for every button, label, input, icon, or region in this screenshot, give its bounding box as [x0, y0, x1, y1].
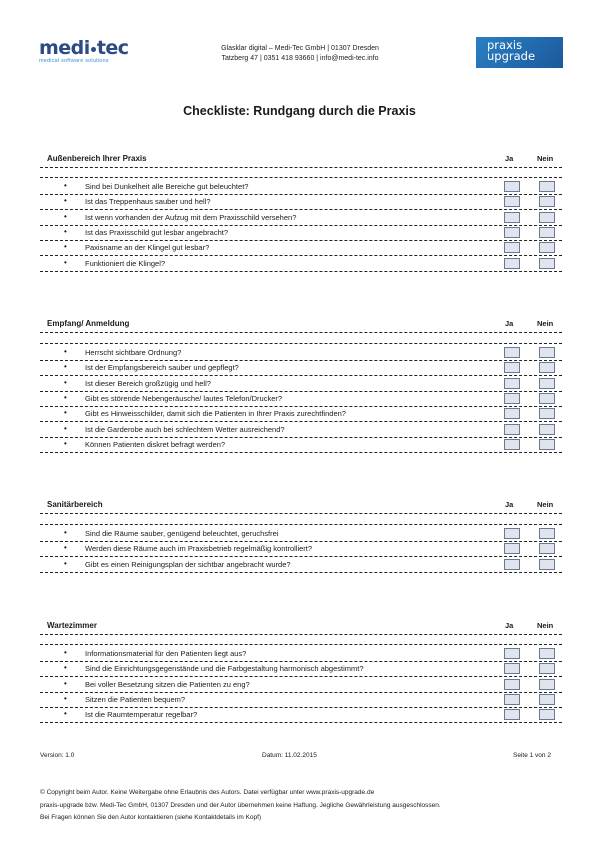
column-header-nein: Nein [537, 500, 554, 509]
pu-logo-line-1: praxis [487, 38, 523, 52]
checkbox-nein[interactable] [539, 393, 555, 404]
column-header-nein: Nein [537, 621, 554, 630]
checklist-item-text: Ist wenn vorhanden der Aufzug mit dem Praxisschild versehen? [85, 212, 297, 222]
section-divider [40, 644, 562, 645]
checklist-item-text: Sind die Räume sauber, genügend beleuchtet, geruchsfrei [85, 529, 279, 538]
checklist-item-text: Bei voller Besetzung sitzen die Patienten zu eng? [85, 679, 250, 689]
bullet-icon: • [64, 242, 67, 252]
checkbox-ja[interactable] [504, 212, 520, 223]
checkbox-nein[interactable] [539, 694, 555, 705]
row-divider [40, 421, 562, 422]
checkbox-ja[interactable] [504, 242, 520, 253]
date-label: Datum: 11.02.2015 [262, 752, 317, 759]
checkbox-ja[interactable] [504, 408, 520, 419]
checkbox-nein[interactable] [539, 212, 555, 223]
checkbox-ja[interactable] [504, 227, 520, 238]
checkbox-nein[interactable] [539, 648, 555, 659]
checkbox-ja[interactable] [504, 663, 520, 674]
checklist-item-text: Gibt es störende Nebengeräusche/ lautes Telefon/Drucker? [85, 393, 283, 403]
checkbox-nein[interactable] [539, 528, 555, 539]
row-divider [40, 255, 562, 256]
checkbox-ja[interactable] [504, 424, 520, 435]
row-divider [40, 661, 562, 662]
column-header-ja: Ja [505, 500, 514, 509]
bullet-icon: • [64, 528, 67, 537]
bullet-icon: • [64, 211, 67, 221]
row-divider [40, 194, 562, 195]
checkbox-nein[interactable] [539, 543, 555, 554]
checkbox-nein[interactable] [539, 362, 555, 373]
section-heading: Empfang/ Anmeldung [47, 319, 130, 328]
row-divider [40, 375, 562, 376]
row-divider [40, 271, 562, 272]
page-number: Seite 1 von 2 [513, 752, 551, 759]
version-label: Version: 1.0 [40, 752, 75, 759]
row-divider [40, 572, 562, 573]
checkbox-ja[interactable] [504, 679, 520, 690]
bullet-icon: • [64, 226, 67, 236]
checkbox-nein[interactable] [539, 559, 555, 570]
checklist-item-text: Gibt es Hinweisschilder, damit sich die Patienten in Ihrer Praxis zurechtfinden? [85, 409, 346, 419]
bullet-icon: • [64, 709, 67, 719]
row-divider [40, 722, 562, 723]
address-line-1: Glasklar digital – Medi-Tec GmbH | 01307 Dresden [221, 45, 379, 52]
section-heading: Wartezimmer [47, 621, 97, 630]
bullet-icon: • [64, 663, 67, 673]
bullet-icon: • [64, 543, 67, 553]
bullet-icon: • [64, 648, 67, 657]
checklist-item-text: Sind bei Dunkelheit alle Bereiche gut beleuchtet? [85, 182, 249, 191]
checklist-item-text: Ist das Praxisschild gut lesbar angebracht? [85, 227, 228, 237]
section-divider [40, 524, 562, 525]
checkbox-ja[interactable] [504, 181, 520, 192]
copyright-line-2: praxis-upgrade bzw. Medi-Tec GmbH, 01307 Dresden und der Autor übernehmen keine Haftung. Jegliche Gewährleistung ausgeschlossen. [40, 801, 441, 809]
checkbox-nein[interactable] [539, 408, 555, 419]
checkbox-nein[interactable] [539, 347, 555, 358]
checkbox-nein[interactable] [539, 196, 555, 207]
checkbox-ja[interactable] [504, 439, 520, 450]
row-divider [40, 452, 562, 453]
checklist-item-text: Ist dieser Bereich großzügig und hell? [85, 378, 211, 388]
checkbox-ja[interactable] [504, 378, 520, 389]
bullet-icon: • [64, 362, 67, 372]
checklist-item-text: Gibt es einen Reinigungsplan der sichtbar angebracht wurde? [85, 559, 291, 569]
checkbox-ja[interactable] [504, 694, 520, 705]
bullet-icon: • [64, 377, 67, 387]
checkbox-ja[interactable] [504, 362, 520, 373]
row-divider [40, 225, 562, 226]
praxis-upgrade-logo [476, 37, 563, 68]
checklist-item-text: Ist das Treppenhaus sauber und hell? [85, 197, 211, 207]
section-divider [40, 177, 562, 178]
row-divider [40, 437, 562, 438]
checkbox-ja[interactable] [504, 528, 520, 539]
section-divider [40, 513, 562, 514]
column-header-ja: Ja [505, 319, 514, 328]
row-divider [40, 209, 562, 210]
checklist-item-text: Sitzen die Patienten bequem? [85, 694, 186, 704]
section-divider [40, 634, 562, 635]
checkbox-nein[interactable] [539, 679, 555, 690]
row-divider [40, 556, 562, 557]
checklist-item-text: Paxisname an der Klingel gut lesbar? [85, 243, 210, 253]
section-divider [40, 332, 562, 333]
copyright-line-1: © Copyright beim Autor. Keine Weitergabe ohne Erlaubnis des Autors. Datei verfügbar unter www.praxis-upgrade.de [40, 789, 375, 796]
column-header-ja: Ja [505, 154, 514, 163]
checkbox-nein[interactable] [539, 258, 555, 269]
row-divider [40, 240, 562, 241]
checkbox-ja[interactable] [504, 393, 520, 404]
bullet-icon: • [64, 196, 67, 206]
bullet-icon: • [64, 347, 67, 356]
logo-dot-icon [91, 47, 96, 52]
section-divider [40, 343, 562, 344]
checklist-item-text: Werden diese Räume auch im Praxisbetrieb regelmäßig kontrolliert? [85, 544, 313, 554]
checklist-item-text: Herrscht sichtbare Ordnung? [85, 348, 182, 357]
bullet-icon: • [64, 423, 67, 433]
bullet-icon: • [64, 678, 67, 688]
checklist-item-text: Ist der Empfangsbereich sauber und gepflegt? [85, 363, 239, 373]
row-divider [40, 360, 562, 361]
copyright-notice [40, 787, 560, 825]
checkbox-ja[interactable] [504, 258, 520, 269]
checkbox-nein[interactable] [539, 439, 555, 450]
checkbox-ja[interactable] [504, 709, 520, 720]
section-heading: Sanitärbereich [47, 500, 103, 509]
row-divider [40, 541, 562, 542]
bullet-icon: • [64, 438, 67, 448]
bullet-icon: • [64, 558, 67, 568]
row-divider [40, 676, 562, 677]
logo-tagline: medical software solutions [39, 58, 109, 64]
bullet-icon: • [64, 693, 67, 703]
checkbox-nein[interactable] [539, 227, 555, 238]
checkbox-nein[interactable] [539, 709, 555, 720]
row-divider [40, 707, 562, 708]
checkbox-nein[interactable] [539, 181, 555, 192]
copyright-line-3: Bei Fragen können Sie den Autor kontaktieren (siehe Kontaktdetails im Kopf) [40, 814, 262, 821]
column-header-ja: Ja [505, 621, 514, 630]
bullet-icon: • [64, 181, 67, 190]
checkbox-ja[interactable] [504, 196, 520, 207]
checkbox-ja[interactable] [504, 543, 520, 554]
checklist-item-text: Ist die Garderobe auch bei schlechtem Wetter ausreichend? [85, 424, 285, 434]
checkbox-nein[interactable] [539, 663, 555, 674]
checklist-item-text: Ist die Raumtemperatur regelbar? [85, 710, 198, 720]
checklist-item-text: Können Patienten diskret befragt werden? [85, 439, 226, 449]
checkbox-nein[interactable] [539, 424, 555, 435]
pu-logo-line-2: upgrade [487, 49, 536, 63]
checkbox-nein[interactable] [539, 378, 555, 389]
address-line-2: Tatzberg 47 | 0351 418 93660 | info@medi-tec.info [221, 55, 379, 62]
column-header-nein: Nein [537, 154, 554, 163]
checklist-item-text: Funktioniert die Klingel? [85, 258, 166, 268]
logo-text-tec: tec [96, 37, 129, 59]
row-divider [40, 692, 562, 693]
checkbox-ja[interactable] [504, 648, 520, 659]
row-divider [40, 406, 562, 407]
checkbox-ja[interactable] [504, 559, 520, 570]
bullet-icon: • [64, 392, 67, 402]
company-address [190, 44, 410, 64]
logo-text-medi: medi [39, 37, 90, 59]
section-divider [40, 167, 562, 168]
medi-tec-logo [39, 38, 139, 68]
bullet-icon: • [64, 257, 67, 267]
column-header-nein: Nein [537, 319, 554, 328]
checkbox-nein[interactable] [539, 242, 555, 253]
checkbox-ja[interactable] [504, 347, 520, 358]
checklist-item-text: Informationsmaterial für den Patienten liegt aus? [85, 649, 247, 658]
bullet-icon: • [64, 408, 67, 418]
page-title: Checkliste: Rundgang durch die Praxis [183, 104, 416, 118]
section-heading: Außenbereich Ihrer Praxis [47, 154, 147, 163]
row-divider [40, 391, 562, 392]
checklist-item-text: Sind die Einrichtungsgegenstände und die Farbgestaltung harmonisch abgestimmt? [85, 664, 364, 674]
